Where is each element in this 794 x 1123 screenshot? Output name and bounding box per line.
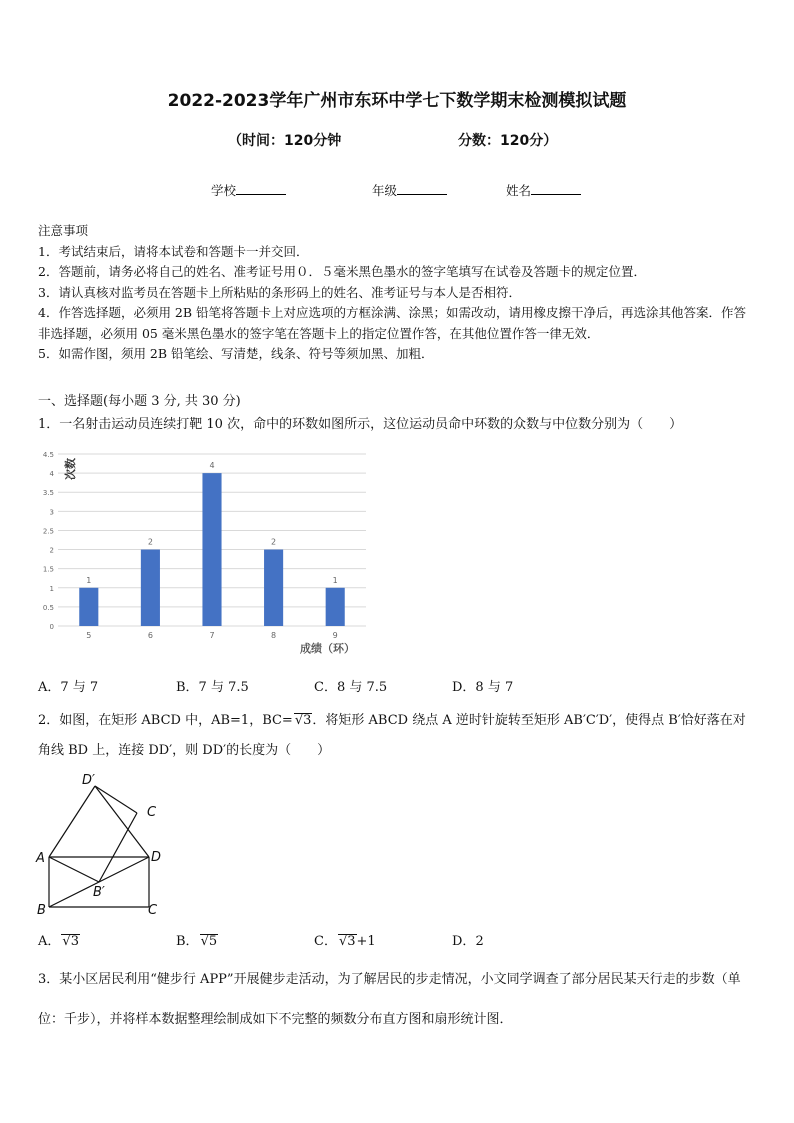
note-item: 4．作答选择题，必须用 2B 铅笔将答题卡上对应选项的方框涂满、涂黑；如需改动，请用橡皮擦干净后，再选涂其他答案．作答非选择题，必须用 05 毫米黑色墨水的签字笔在答题卡上的指定位置作答，在其他位置作答一律无效． xyxy=(38,305,747,341)
q1-option-a[interactable]: A．7 与 7 xyxy=(38,680,99,695)
x-tick-label: 5 xyxy=(86,631,92,640)
notes-heading: 注意事项 xyxy=(38,223,89,238)
q1-text: 1．一名射击运动员连续打靶 10 次，命中的环数如图所示，这位运动员命中环数的众数与中位数分别为（ ） xyxy=(38,417,683,432)
option-sqrt: 3 xyxy=(70,934,79,949)
bar-9 xyxy=(326,588,345,626)
label-b: B xyxy=(37,903,46,918)
option-sqrt: 3 xyxy=(347,934,356,949)
y-tick-label: 2.5 xyxy=(42,527,54,536)
y-tick-label: 1.5 xyxy=(42,565,54,574)
option-value: 2 xyxy=(475,934,484,949)
q2-rectangle-figure xyxy=(34,768,174,920)
name-field xyxy=(506,181,581,199)
bar-value-label: 1 xyxy=(86,575,92,585)
x-tick-label: 8 xyxy=(271,631,277,640)
name-label: 姓名 xyxy=(506,183,532,198)
label-d-prime: D′ xyxy=(82,773,95,788)
option-prefix: A． xyxy=(38,934,61,949)
chart-y-ticks xyxy=(43,451,55,631)
q1-option-d[interactable]: D．8 与 7 xyxy=(452,680,514,695)
bar-value-label: 4 xyxy=(209,461,215,471)
option-prefix: B． xyxy=(176,934,199,949)
q2-text-a: 2．如图，在矩形 ABCD 中，AB=1，BC= xyxy=(38,713,293,728)
bar-5 xyxy=(79,588,98,626)
option-prefix: D． xyxy=(452,934,476,949)
school-field xyxy=(211,181,286,199)
chart-y-label: 次数 xyxy=(64,458,77,480)
chart-x-ticks xyxy=(86,631,337,640)
option-prefix: C． xyxy=(314,934,337,949)
bar-value-label: 1 xyxy=(332,575,338,585)
option-suffix: +1 xyxy=(356,934,376,949)
school-blank[interactable] xyxy=(236,182,286,195)
exam-score: 分数：120分） xyxy=(458,133,558,149)
y-tick-label: 3 xyxy=(49,508,54,517)
bar-6 xyxy=(141,550,160,626)
q2-option-c[interactable] xyxy=(314,930,376,949)
q1-option-c[interactable]: C．8 与 7.5 xyxy=(314,680,388,695)
note-item: 1．考试结束后，请将本试卷和答题卡一并交回． xyxy=(38,243,309,259)
note-item: 3．请认真核对监考员在答题卡上所粘贴的条形码上的姓名、准考证号与本人是否相符． xyxy=(38,284,521,300)
q2-sqrt-bc: 3 xyxy=(303,713,312,728)
label-c: C xyxy=(148,903,158,918)
x-tick-label: 9 xyxy=(332,631,338,640)
y-tick-label: 4 xyxy=(49,470,54,479)
grade-field xyxy=(372,181,447,199)
exam-time: （时间：120分钟 xyxy=(228,133,342,149)
label-c-prime: C xyxy=(147,805,157,820)
x-tick-label: 6 xyxy=(147,631,153,640)
q2-text-b: ．将矩形 ABCD 绕点 A 逆时针旋转至矩形 AB′C′D′，使得点 B′恰好落在对角线 BD 上，连接 DD′，则 DD′的长度为（ ） xyxy=(38,713,746,758)
q2-option-b[interactable] xyxy=(176,930,218,949)
q2-text xyxy=(38,706,758,766)
q3-text: 3．某小区居民利用“健步行 APP”开展健步走活动，为了解居民的步走情况，小文同学调查了部分居民某天行走的步数（单位：千步），并将样本数据整理绘制成如下不完整的频数分布直方图和扇形统计图． xyxy=(38,972,741,1027)
note-item: 2．答题前，请务必将自己的姓名、准考证号用０．５毫米黑色墨水的签字笔填写在试卷及答题卡的规定位置． xyxy=(38,264,646,279)
y-tick-label: 2 xyxy=(49,546,54,555)
y-tick-label: 1 xyxy=(49,584,54,593)
x-tick-label: 7 xyxy=(209,631,215,640)
bar-value-label: 2 xyxy=(271,537,277,547)
q1-bar-chart xyxy=(38,446,378,660)
bar-7 xyxy=(202,473,221,626)
sqrt-symbol: √5 xyxy=(200,934,218,949)
bar-value-label: 2 xyxy=(147,537,153,547)
y-tick-label: 3.5 xyxy=(42,489,54,498)
label-b-prime: B′ xyxy=(93,885,105,900)
y-tick-label: 0 xyxy=(49,623,54,631)
option-sqrt: 5 xyxy=(208,934,218,949)
q2-option-a[interactable] xyxy=(38,930,80,949)
note-item: 5．如需作图，须用 2B 铅笔绘、写清楚，线条、符号等须加黑、加粗． xyxy=(38,346,434,361)
chart-x-label: 成绩（环） xyxy=(300,642,355,655)
label-d: D xyxy=(151,850,162,865)
sqrt-symbol: √3 xyxy=(294,713,312,728)
y-tick-label: 4.5 xyxy=(42,451,54,459)
y-tick-label: 0.5 xyxy=(42,603,54,612)
name-blank[interactable] xyxy=(531,182,581,195)
page-title: 2022-2023学年广州市东环中学七下数学期末检测模拟试题 xyxy=(167,91,627,111)
grade-label: 年级 xyxy=(372,183,398,198)
section-heading: 一、选择题(每小题 3 分, 共 30 分) xyxy=(38,394,241,409)
grade-blank[interactable] xyxy=(397,182,447,195)
school-label: 学校 xyxy=(211,183,237,198)
sqrt-symbol: √3 xyxy=(62,934,79,949)
bar-8 xyxy=(264,550,283,626)
sqrt-symbol: √3 xyxy=(338,934,356,949)
notes-block xyxy=(38,221,758,365)
q1-option-b[interactable]: B．7 与 7.5 xyxy=(176,680,249,695)
label-a: A xyxy=(36,851,45,866)
q2-option-d[interactable] xyxy=(452,930,484,949)
chart-bars xyxy=(79,461,344,626)
